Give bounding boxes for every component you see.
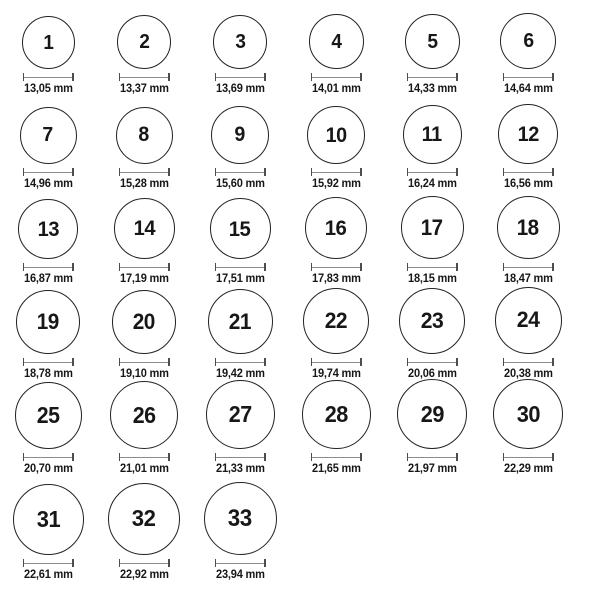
measure-tick-right [72,168,74,176]
measure-tick-left [407,168,409,176]
diameter-label: 19,42 mm [215,368,265,381]
diameter-measure-bracket [503,168,554,176]
measure-tick-right [264,453,266,461]
diameter-label: 13,05 mm [23,83,73,96]
ring-size-row [0,195,600,290]
measure-line [311,457,362,458]
diameter-measure-bracket [23,73,74,81]
measure-line [119,457,170,458]
ring-circle [22,16,75,69]
ring-size-cell [192,380,288,480]
ring-size-cell [0,16,96,100]
diameter-measure-bracket [503,358,554,366]
measure-tick-right [360,73,362,81]
diameter-measure-bracket [407,73,458,81]
diameter-label: 16,87 mm [23,273,73,286]
diameter-label: 22,92 mm [119,569,169,582]
diameter-label: 17,83 mm [311,273,361,286]
measure-tick-right [552,73,554,81]
ring-size-cell [192,15,288,100]
diameter-measure-bracket [407,453,458,461]
ring-circle [208,289,273,354]
ring-size-cell [480,287,576,385]
measure-tick-left [119,358,121,366]
ring-size-cell [384,14,480,100]
measure-line [503,362,554,363]
ring-size-cell [480,13,576,100]
ring-size-row [0,100,600,195]
ring-size-cell [96,15,192,100]
measure-tick-left [503,358,505,366]
ring-size-cell [192,106,288,195]
ring-circle [493,379,563,449]
measure-line [215,172,266,173]
ring-circle [305,197,367,259]
ring-size-cell [384,379,480,480]
ring-size-cell [0,290,96,385]
ring-size-cell [288,288,384,385]
ring-circle [112,290,176,354]
ring-circle [210,198,271,259]
measure-tick-right [264,559,266,567]
measure-tick-right [552,263,554,271]
measure-tick-left [215,358,217,366]
diameter-label: 22,29 mm [503,463,553,476]
diameter-measure-bracket [215,168,266,176]
ring-size-cell [480,104,576,195]
measure-line [311,172,362,173]
measure-tick-right [456,453,458,461]
ring-size-number: 31 [36,506,60,533]
ring-size-cell [192,198,288,290]
measure-tick-right [168,453,170,461]
measure-line [407,267,458,268]
measure-tick-right [360,358,362,366]
measure-line [23,457,74,458]
ring-size-number: 3 [234,31,246,54]
measure-tick-left [215,263,217,271]
measure-tick-right [456,263,458,271]
diameter-measure-bracket [23,453,74,461]
diameter-label: 16,24 mm [407,178,457,191]
diameter-measure-bracket [215,73,266,81]
ring-circle [303,288,369,354]
measure-tick-left [23,168,25,176]
diameter-label: 21,97 mm [407,463,457,476]
diameter-label: 14,96 mm [23,178,73,191]
measure-tick-left [23,559,25,567]
measure-tick-right [72,73,74,81]
diameter-label: 14,01 mm [311,83,361,96]
diameter-measure-bracket [119,168,170,176]
measure-line [407,457,458,458]
ring-size-number: 29 [420,400,444,427]
ring-size-row [0,10,600,100]
measure-tick-left [407,73,409,81]
measure-tick-left [119,559,121,567]
measure-line [407,77,458,78]
ring-size-cell [288,197,384,290]
diameter-measure-bracket [119,73,170,81]
ring-size-number: 13 [37,216,59,241]
measure-tick-left [119,168,121,176]
measure-line [215,563,266,564]
diameter-label: 23,94 mm [215,569,265,582]
measure-tick-right [168,73,170,81]
diameter-label: 20,38 mm [503,368,553,381]
measure-tick-left [503,263,505,271]
ring-circle [16,290,80,354]
diameter-measure-bracket [119,559,170,567]
ring-size-cell [384,288,480,385]
ring-size-cell [288,106,384,195]
ring-size-number: 5 [426,30,438,53]
ring-size-number: 21 [228,308,252,334]
measure-line [119,172,170,173]
ring-circle [302,380,371,449]
measure-tick-right [168,559,170,567]
measure-tick-left [407,453,409,461]
ring-size-cell [192,482,288,586]
ring-size-cell [480,379,576,480]
diameter-label: 14,33 mm [407,83,457,96]
measure-tick-left [215,168,217,176]
diameter-measure-bracket [311,263,362,271]
diameter-label: 15,92 mm [311,178,361,191]
measure-tick-right [264,263,266,271]
ring-size-number: 24 [516,307,540,333]
ring-size-cell [96,290,192,385]
ring-circle [307,106,365,164]
ring-size-number: 1 [43,31,53,54]
measure-tick-left [503,168,505,176]
measure-tick-left [215,559,217,567]
diameter-label: 19,74 mm [311,368,361,381]
ring-size-cell [480,196,576,290]
measure-tick-left [311,263,313,271]
measure-tick-right [552,168,554,176]
diameter-label: 21,33 mm [215,463,265,476]
ring-circle [399,288,465,354]
measure-line [407,172,458,173]
diameter-measure-bracket [503,263,554,271]
diameter-measure-bracket [503,453,554,461]
measure-tick-left [311,73,313,81]
measure-tick-right [456,358,458,366]
diameter-measure-bracket [215,358,266,366]
measure-line [215,267,266,268]
ring-size-cell [384,196,480,290]
diameter-measure-bracket [407,168,458,176]
ring-circle [498,104,558,164]
diameter-measure-bracket [215,263,266,271]
measure-tick-left [407,263,409,271]
ring-size-grid [0,10,600,586]
diameter-label: 18,47 mm [503,273,553,286]
diameter-label: 20,06 mm [407,368,457,381]
ring-size-row [0,385,600,480]
ring-size-number: 30 [516,400,540,427]
ring-circle [500,13,556,69]
measure-line [119,563,170,564]
measure-tick-left [503,453,505,461]
ring-size-number: 23 [420,307,444,333]
diameter-label: 16,56 mm [503,178,553,191]
ring-size-number: 12 [517,122,539,146]
measure-tick-right [264,73,266,81]
measure-tick-left [311,358,313,366]
ring-circle [211,106,269,164]
measure-tick-left [23,263,25,271]
ring-size-row [0,290,600,385]
diameter-label: 19,10 mm [119,368,169,381]
measure-tick-right [72,263,74,271]
measure-line [503,172,554,173]
ring-size-cell [0,484,96,586]
diameter-measure-bracket [119,453,170,461]
diameter-label: 13,37 mm [119,83,169,96]
measure-tick-right [72,453,74,461]
ring-size-number: 18 [517,214,539,240]
ring-circle [20,107,77,164]
measure-line [119,362,170,363]
diameter-label: 18,15 mm [407,273,457,286]
measure-line [311,267,362,268]
measure-tick-right [360,453,362,461]
diameter-label: 18,78 mm [23,368,73,381]
measure-line [119,77,170,78]
ring-size-number: 15 [229,215,251,241]
ring-circle [401,196,464,259]
ring-size-number: 11 [421,123,443,147]
diameter-measure-bracket [407,263,458,271]
diameter-measure-bracket [119,263,170,271]
measure-tick-right [264,358,266,366]
measure-line [503,457,554,458]
measure-line [215,457,266,458]
diameter-measure-bracket [23,559,74,567]
measure-tick-right [264,168,266,176]
ring-size-number: 27 [228,401,252,428]
measure-tick-left [215,73,217,81]
ring-circle [497,196,560,259]
ring-circle [18,199,78,259]
diameter-measure-bracket [23,263,74,271]
ring-circle [108,483,180,555]
ring-size-number: 22 [324,308,348,334]
diameter-label: 21,01 mm [119,463,169,476]
ring-size-number: 33 [228,504,252,532]
ring-size-cell [96,483,192,586]
measure-tick-right [168,358,170,366]
ring-size-cell [96,198,192,290]
measure-tick-right [456,168,458,176]
ring-circle [309,14,364,69]
ring-size-number: 19 [36,309,60,335]
ring-size-number: 4 [330,30,342,53]
ring-size-number: 9 [234,122,246,146]
ring-size-cell [0,382,96,480]
ring-size-cell [0,107,96,195]
measure-line [503,77,554,78]
ring-circle [397,379,467,449]
ring-size-number: 16 [325,215,347,241]
ring-circle [15,382,82,449]
measure-tick-left [503,73,505,81]
ring-size-number: 10 [325,123,347,147]
ring-size-number: 7 [42,123,54,147]
measure-tick-left [311,453,313,461]
measure-line [23,77,74,78]
measure-tick-left [119,263,121,271]
diameter-label: 20,70 mm [23,463,73,476]
diameter-measure-bracket [23,358,74,366]
measure-line [23,362,74,363]
diameter-measure-bracket [311,168,362,176]
measure-line [23,172,74,173]
diameter-measure-bracket [215,559,266,567]
ring-circle [13,484,84,555]
diameter-measure-bracket [407,358,458,366]
diameter-label: 17,19 mm [119,273,169,286]
diameter-label: 13,69 mm [215,83,265,96]
measure-tick-right [360,263,362,271]
ring-circle [116,107,173,164]
ring-size-cell [384,105,480,195]
diameter-label: 17,51 mm [215,273,265,286]
ring-circle [204,482,277,555]
ring-circle [213,15,267,69]
measure-line [215,77,266,78]
measure-line [503,267,554,268]
ring-circle [206,380,275,449]
ring-size-number: 25 [36,402,60,429]
diameter-label: 22,61 mm [23,569,73,582]
diameter-measure-bracket [311,453,362,461]
ring-size-number: 8 [138,123,150,147]
measure-tick-right [72,559,74,567]
measure-tick-left [215,453,217,461]
ring-circle [110,381,178,449]
diameter-measure-bracket [311,358,362,366]
ring-size-cell [288,380,384,480]
measure-tick-right [168,168,170,176]
ring-size-cell [0,199,96,290]
measure-tick-right [456,73,458,81]
measure-line [311,362,362,363]
measure-tick-left [407,358,409,366]
ring-size-number: 20 [132,309,156,335]
ring-circle [403,105,462,164]
measure-line [23,267,74,268]
ring-circle [114,198,175,259]
diameter-label: 15,60 mm [215,178,265,191]
measure-tick-left [23,73,25,81]
measure-tick-right [552,358,554,366]
measure-tick-right [360,168,362,176]
ring-size-cell [288,14,384,100]
ring-size-cell [192,289,288,385]
diameter-label: 21,65 mm [311,463,361,476]
ring-size-number: 6 [522,28,534,52]
ring-size-cell [96,107,192,195]
measure-line [407,362,458,363]
diameter-measure-bracket [119,358,170,366]
diameter-label: 14,64 mm [503,83,553,96]
measure-line [215,362,266,363]
ring-size-number: 17 [421,214,443,240]
ring-size-number: 2 [138,31,150,54]
measure-tick-left [119,453,121,461]
measure-tick-left [23,453,25,461]
diameter-measure-bracket [311,73,362,81]
measure-tick-left [311,168,313,176]
measure-tick-right [72,358,74,366]
measure-line [23,563,74,564]
ring-size-number: 32 [132,505,156,532]
measure-tick-left [23,358,25,366]
ring-size-number: 26 [132,401,156,428]
ring-size-row [0,480,600,586]
ring-size-number: 14 [133,216,155,240]
measure-tick-right [552,453,554,461]
diameter-measure-bracket [503,73,554,81]
measure-line [119,267,170,268]
ring-size-cell [96,381,192,480]
measure-tick-left [119,73,121,81]
ring-circle [117,15,171,69]
ring-size-number: 28 [324,401,348,428]
diameter-measure-bracket [215,453,266,461]
diameter-measure-bracket [23,168,74,176]
measure-line [311,77,362,78]
ring-circle [495,287,562,354]
measure-tick-right [168,263,170,271]
diameter-label: 15,28 mm [119,178,169,191]
ring-circle [405,14,460,69]
